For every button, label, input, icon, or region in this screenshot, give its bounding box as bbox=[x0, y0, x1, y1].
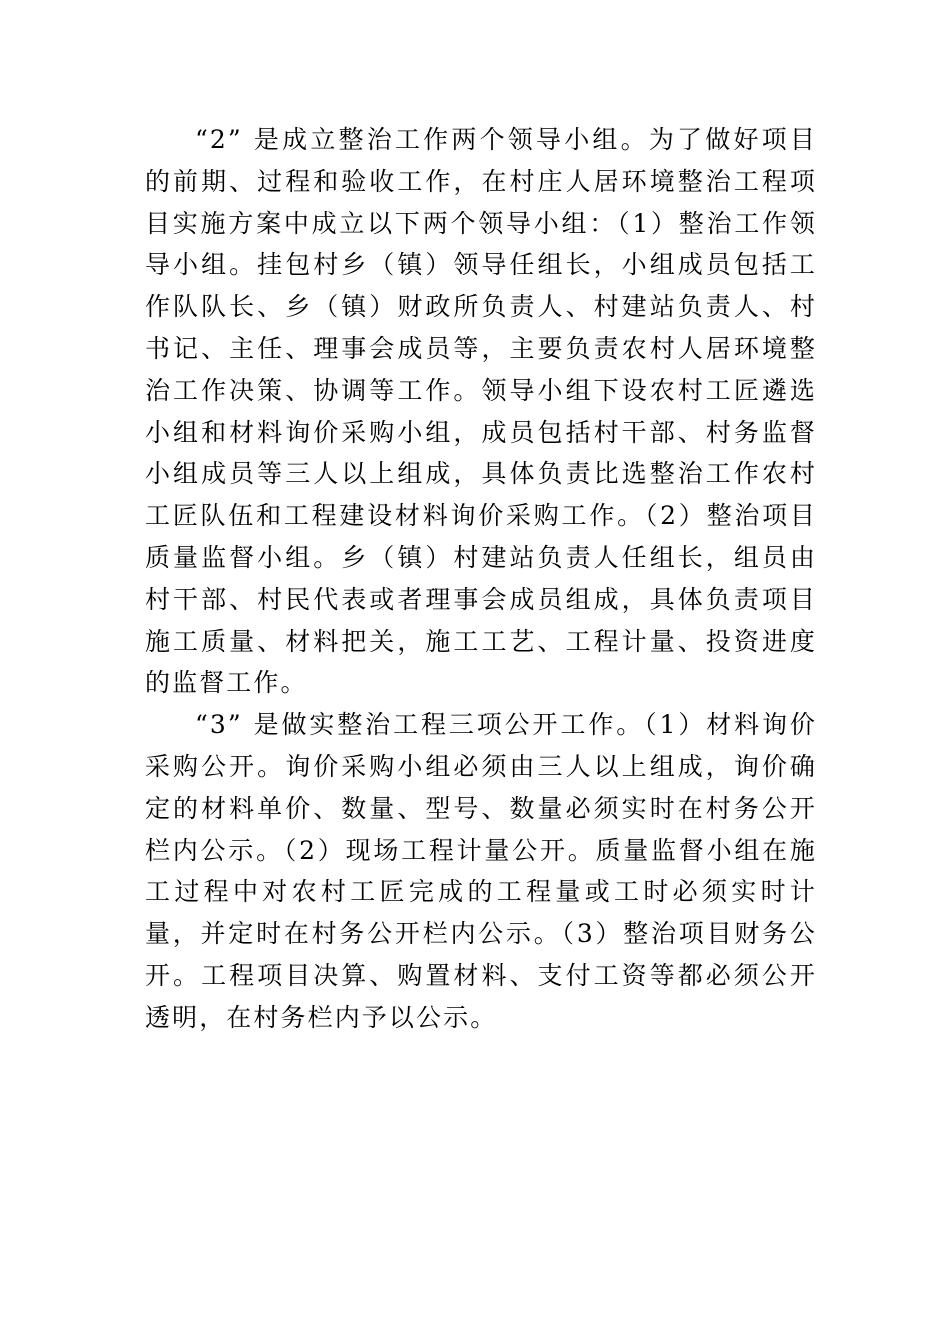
paragraph-leading-group: “2” 是成立整治工作两个领导小组。为了做好项目的前期、过程和验收工作，在村庄人居环境整治工程项目实施方案中成立以下两个领导小组：（1）整治工作领导小组。挂包村乡（镇）领导任组长，小组成员包括工作队队长、乡（镇）财政所负责人、村建站负责人、村书记、主任、理事会成员等，主要负责农村人居环境整治工作决策、协调等工作。领导小组下设农村工匠遴选小组和材料询价采购小组，成员包括村干部、村务监督小组成员等三人以上组成，具体负责比选整治工作农村工匠队伍和工程建设材料询价采购工作。（2）整治项目质量监督小组。乡（镇）村建站负责人任组长，组员由村干部、村民代表或者理事会成员组成，具体负责项目施工质量、材料把关，施工工艺、工程计量、投资进度的监督工作。 bbox=[145, 125, 817, 698]
paragraph-three-disclosures: “3” 是做实整治工程三项公开工作。（1）材料询价采购公开。询价采购小组必须由三人以上组成，询价确定的材料单价、数量、型号、数量必须实时在村务公开栏内公示。（2）现场工程计量公开。质量监督小组在施工过程中对农村工匠完成的工程量或工时必须实时计量，并定时在村务公开栏内公示。（3）整治项目财务公开。工程项目决算、购置材料、支付工资等都必须公开透明，在村务栏内予以公示。 bbox=[145, 710, 817, 1032]
document-body bbox=[145, 119, 817, 1039]
